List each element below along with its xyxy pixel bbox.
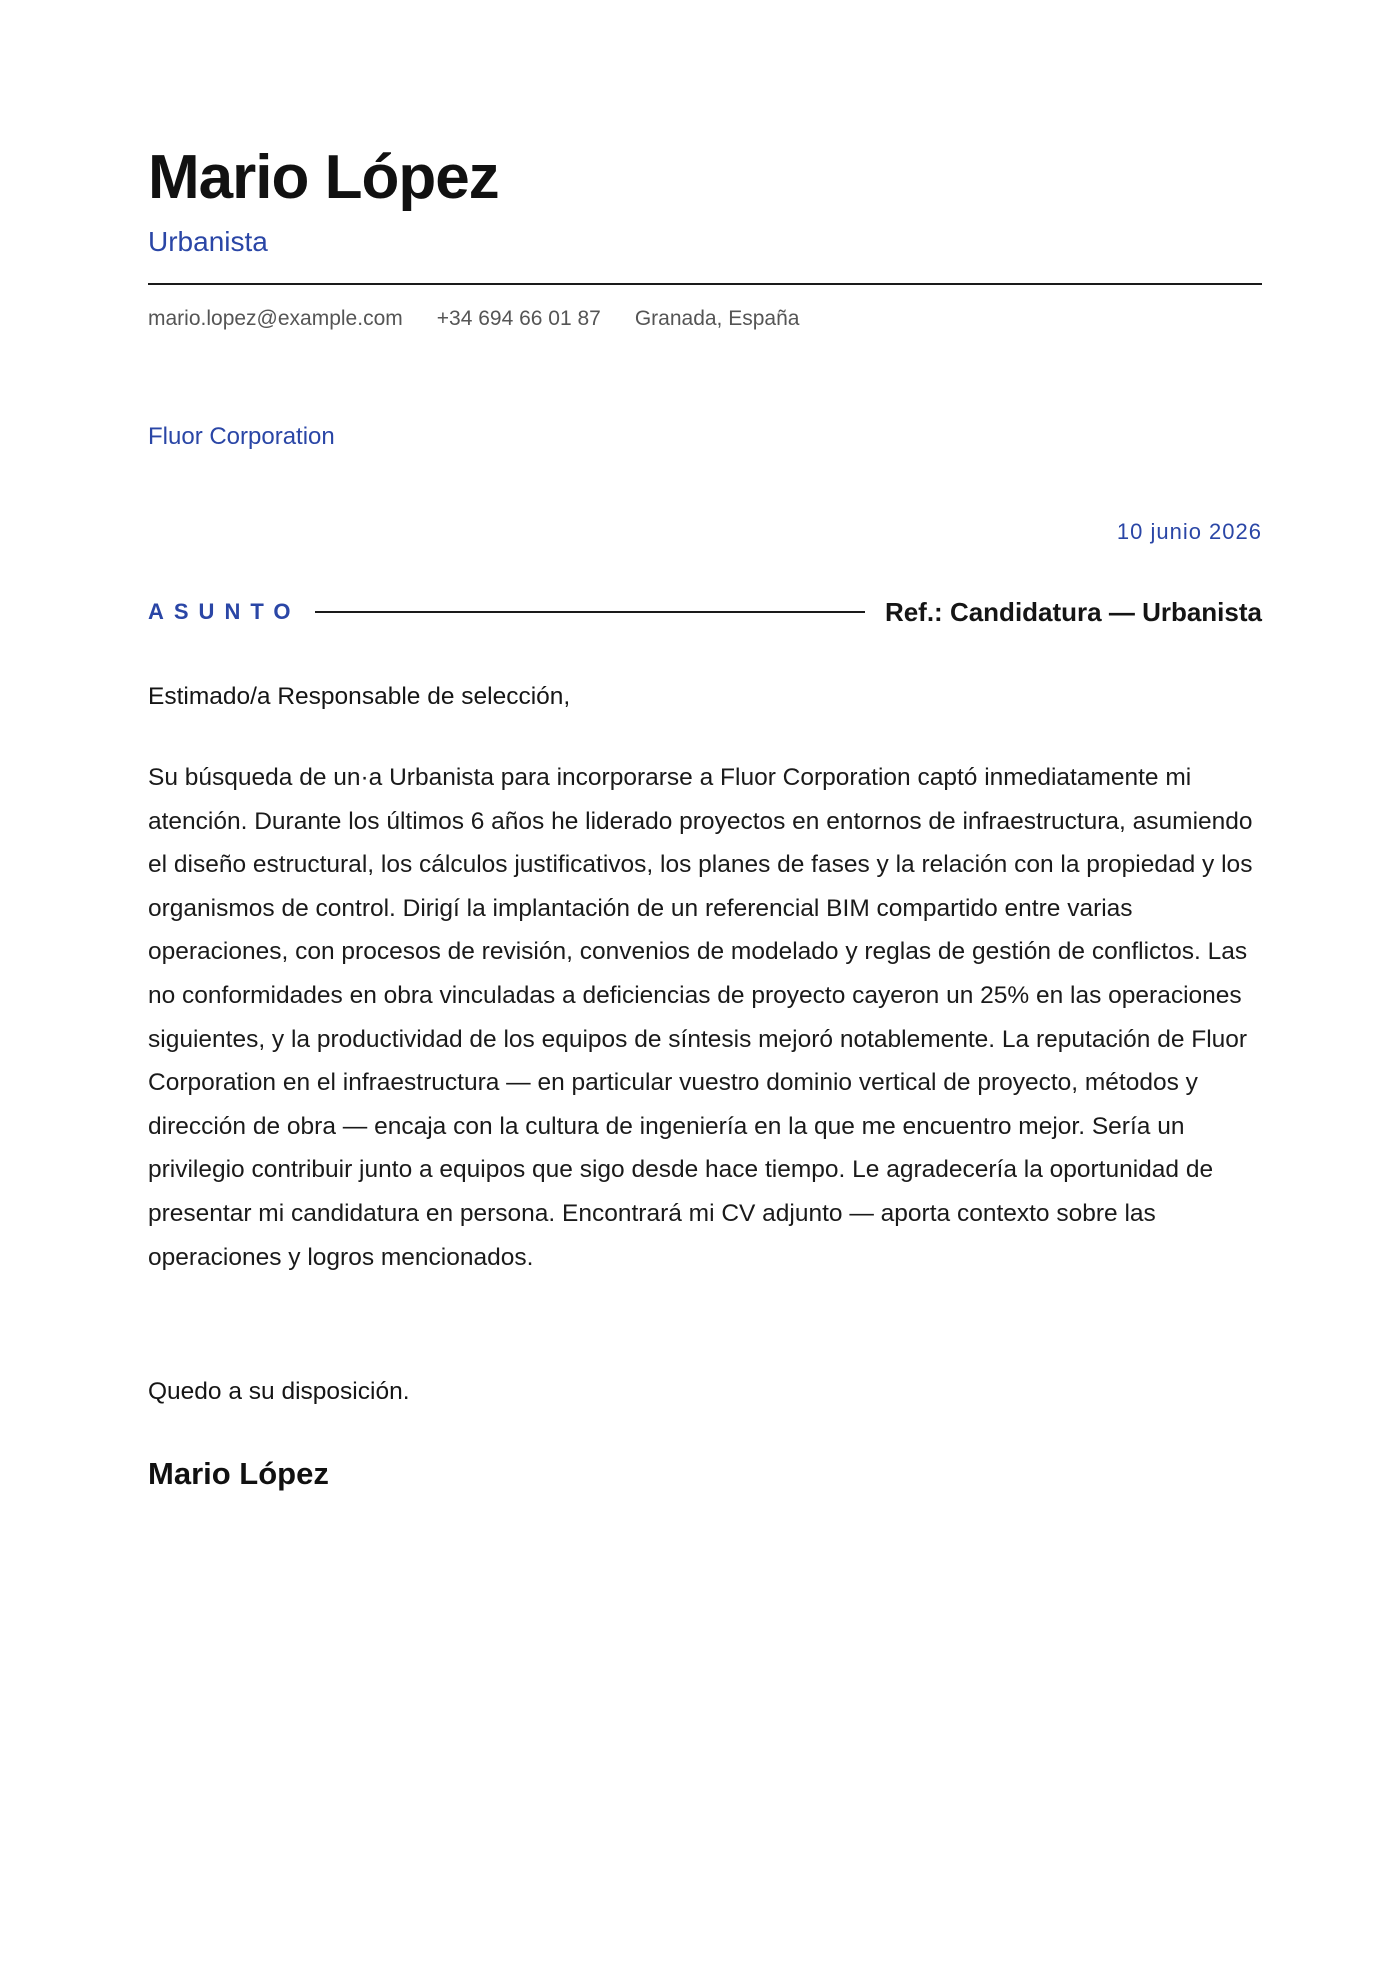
letter-greeting: Estimado/a Responsable de selección, (148, 683, 571, 710)
contact-info (148, 305, 799, 333)
sender-name: Mario López (148, 143, 499, 212)
header-divider (148, 283, 1262, 285)
contact-email: mario.lopez@example.com (148, 307, 403, 330)
contact-phone: +34 694 66 01 87 (436, 307, 601, 330)
letter-signature: Mario López (148, 1456, 329, 1491)
letter-body: Su búsqueda de un·a Urbanista para incorporarse a Fluor Corporation captó inmediatamente mi atención. Durante los últimos 6 años he liderado proyectos en entornos de infraestructura, asumiendo el diseño estructural, los cálculos justificativos, los planes de fases y la relación con la propiedad y los organismos de control. Dirigí la implantación de un referencial BIM compartido entre varias operaciones, con procesos de revisión, convenios de modelado y reglas de gestión de conflictos. Las no conformidades en obra vinculadas a deficiencias de proyecto cayeron un 25% en las operaciones siguientes, y la productividad de los equipos de síntesis mejoró notablemente. La reputación de Fluor Corporation en el infraestructura — en particular vuestro dominio vertical de proyecto, métodos y dirección de obra — encaja con la cultura de ingeniería en la que me encuentro mejor. Sería un privilegio contribuir junto a equipos que sigo desde hace tiempo. Le agradecería la oportunidad de presentar mi candidatura en persona. Encontrará mi CV adjunto — aporta contexto sobre las operaciones y logros mencionados. (148, 764, 1253, 1271)
letter-date: 10 junio 2026 (1116, 519, 1262, 544)
contact-location: Granada, España (634, 307, 800, 330)
sender-role: Urbanista (148, 226, 268, 257)
subject-row (148, 595, 1262, 629)
recipient-company: Fluor Corporation (148, 423, 335, 450)
subject-divider (315, 611, 865, 613)
subject-label: ASUNTO (148, 599, 301, 624)
letter-closing: Quedo a su disposición. (148, 1378, 410, 1405)
subject-reference: Ref.: Candidatura — Urbanista (884, 596, 1262, 627)
